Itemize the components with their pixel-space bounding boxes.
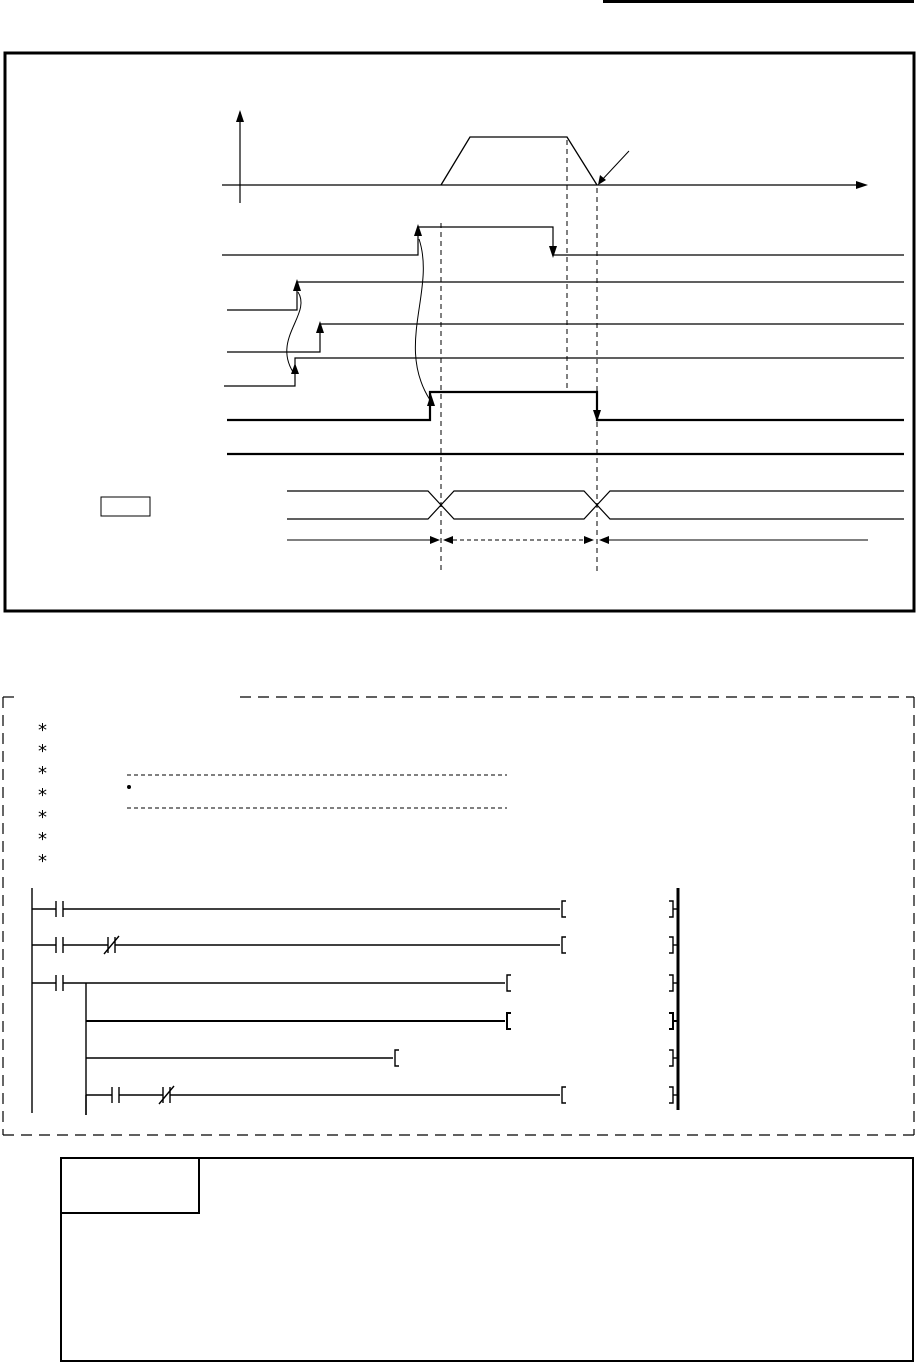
ladder-rung-3 (32, 975, 678, 1115)
data-label-box (101, 497, 150, 516)
v-axis-arrow-icon (236, 110, 244, 122)
ladder-branch-b (86, 1050, 678, 1066)
signal-3-rise-arrow-icon (316, 321, 324, 333)
signal-5-waveform (227, 392, 904, 420)
comment-bullet-icon (127, 785, 131, 789)
comment-asterisk: * (38, 720, 47, 741)
causality-curve-2 (287, 292, 301, 372)
signal-4-rise-arrow-icon (291, 363, 299, 374)
program-example-frame (3, 697, 914, 1135)
timing-guides (441, 140, 597, 572)
period-3-arrow-icon (599, 536, 609, 544)
data-bus-waveform (287, 491, 904, 519)
signal-4-waveform (224, 358, 904, 386)
comment-asterisk: * (38, 785, 47, 806)
stop-pointer-line (601, 151, 629, 181)
note-box-frame (61, 1158, 913, 1361)
signal-2-waveform (227, 282, 904, 310)
signal-3-waveform (227, 324, 904, 352)
note-box-tab (61, 1158, 199, 1213)
comment-asterisk: * (38, 807, 47, 828)
signal-2-rise-arrow-icon (293, 279, 301, 291)
ladder-rung-2 (32, 936, 678, 954)
velocity-profile (441, 137, 597, 185)
signal-1-waveform (222, 227, 904, 255)
comment-asterisk: * (38, 829, 47, 850)
comment-asterisk: * (38, 763, 47, 784)
signal-1-rise-arrow-icon (414, 224, 422, 236)
t-axis-arrow-icon (856, 181, 868, 189)
comment-asterisk: * (38, 851, 47, 872)
causality-curve-1 (415, 239, 430, 400)
signal-1-fall-arrow-icon (549, 246, 557, 258)
period-2-arrow-right-icon (584, 536, 594, 544)
period-1-arrow-icon (430, 536, 440, 544)
comment-asterisk: * (38, 741, 47, 762)
ladder-branch-c (86, 1086, 678, 1115)
velocity-axes (222, 112, 862, 203)
timing-chart-frame (5, 53, 914, 611)
ladder-branch-a (86, 1013, 678, 1029)
signal-5-rise-arrow-icon (427, 394, 435, 406)
period-2-arrow-left-icon (443, 536, 453, 544)
ladder-rung-1 (32, 901, 678, 917)
